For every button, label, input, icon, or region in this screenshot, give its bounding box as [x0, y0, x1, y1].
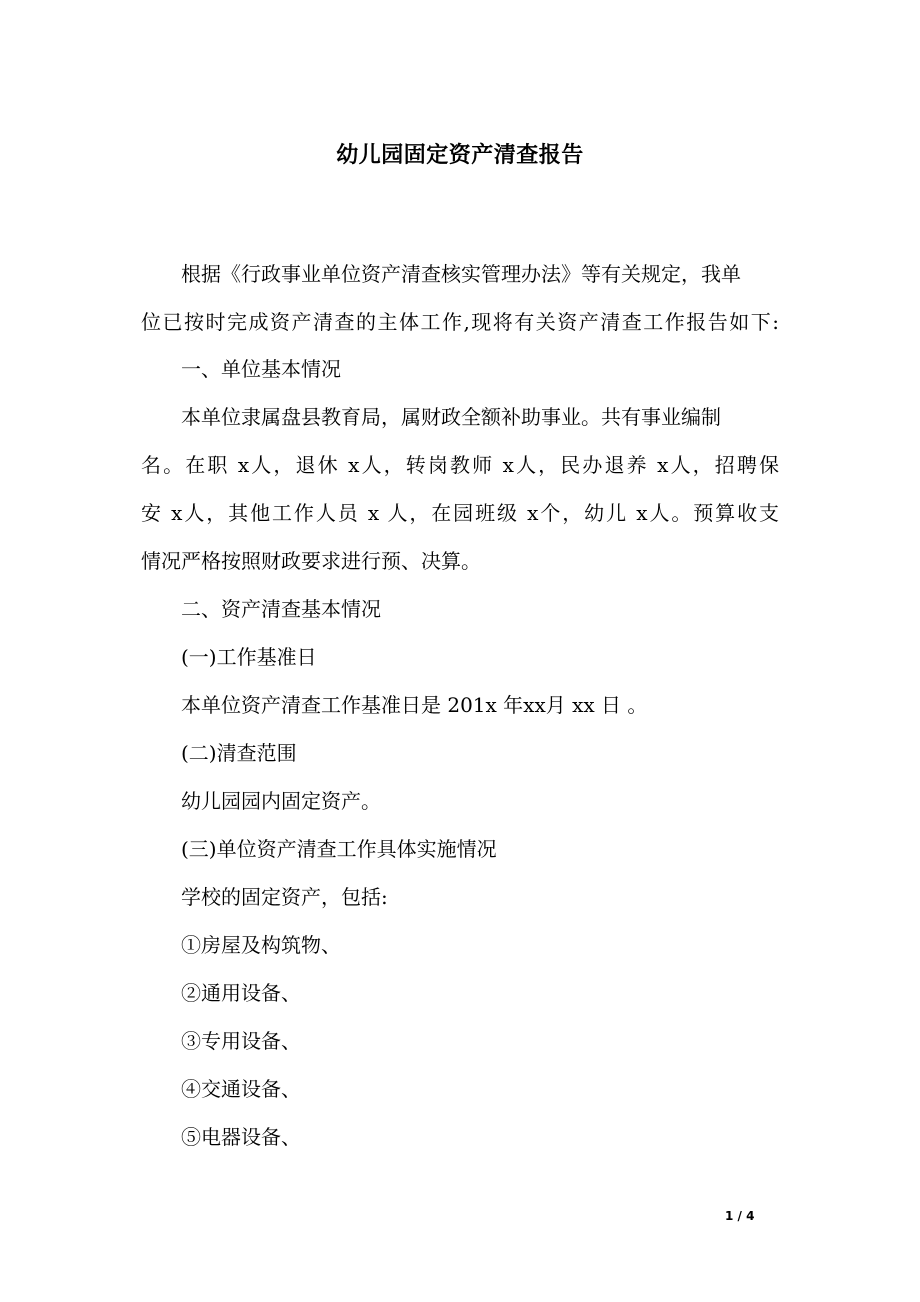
paragraph-line: 幼儿园园内固定资产。	[181, 789, 381, 813]
list-item: ④交通设备、	[181, 1077, 301, 1101]
list-item: ⑤电器设备、	[181, 1125, 301, 1149]
section-heading: 一、单位基本情况	[181, 357, 341, 381]
paragraph-line: 学校的固定资产，包括:	[181, 885, 388, 909]
section-heading: 二、资产清查基本情况	[181, 597, 381, 621]
paragraph-line: 位已按时完成资产清查的主体工作,现将有关资产清查工作报告如下:	[141, 310, 779, 334]
list-item: ①房屋及构筑物、	[181, 933, 341, 957]
paragraph-line: 根据《行政事业单位资产清查核实管理办法》等有关规定，我单	[181, 262, 741, 286]
subsection-heading: (一)工作基准日	[181, 645, 317, 669]
subsection-heading: (二)清查范围	[181, 741, 297, 765]
page-number: 1 / 4	[725, 1209, 755, 1223]
list-item: ③专用设备、	[181, 1029, 301, 1053]
paragraph-line: 本单位资产清查工作基准日是 201x 年xx月 xx 日 。	[181, 693, 648, 717]
paragraph-line: 情况严格按照财政要求进行预、决算。	[141, 549, 481, 573]
list-item: ②通用设备、	[181, 981, 301, 1005]
paragraph-line: 安 x人，其他工作人员 x 人，在园班级 x个，幼儿 x人。预算收支	[141, 501, 779, 525]
document-title: 幼儿园固定资产清查报告	[336, 143, 584, 168]
subsection-heading: (三)单位资产清查工作具体实施情况	[181, 837, 497, 861]
paragraph-line: 名。在职 x人，退休 x人，转岗教师 x人，民办退养 x人，招聘保	[141, 453, 779, 477]
paragraph-line: 本单位隶属盘县教育局，属财政全额补助事业。共有事业编制	[181, 405, 721, 429]
